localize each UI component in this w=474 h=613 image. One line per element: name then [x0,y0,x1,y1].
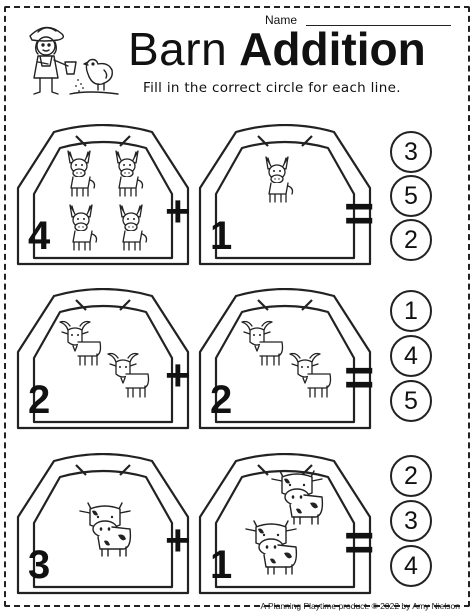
answer-circle[interactable]: 2 [390,219,432,261]
donkey-icon [258,154,298,204]
left-barn [16,288,190,430]
left-addend: 3 [28,543,51,587]
answer-circle[interactable]: 3 [390,131,432,173]
donkey-icon [60,148,100,198]
farmer-feeding-chicken-illustration [18,18,130,106]
cow-icon [76,497,134,557]
title-word-addition: Addition [239,23,426,75]
problem-row [0,282,474,432]
donkey-icon [62,202,102,252]
equals-sign: = [344,349,375,407]
plus-sign: + [165,351,191,400]
goat-icon [104,350,152,400]
cow-icon [242,515,300,575]
plus-sign: + [165,187,191,236]
right-addend: 1 [210,543,233,587]
problem-row [0,118,474,268]
left-addend: 2 [28,378,51,422]
left-barn [16,124,190,266]
donkey-icon [108,148,148,198]
answer-circle[interactable]: 1 [390,290,432,332]
goat-icon [238,318,286,368]
answer-circle[interactable]: 5 [390,380,432,422]
problem-row [0,447,474,597]
right-addend: 1 [210,214,233,258]
answer-circle[interactable]: 4 [390,545,432,587]
donkey-icon [112,202,152,252]
copyright-footer: A Planning Playtime product. © 2022 by Amy Nielson [260,601,460,611]
answer-circle[interactable]: 3 [390,500,432,542]
left-barn [16,453,190,595]
equals-sign: = [344,185,375,243]
title-word-barn: Barn [128,23,228,75]
goat-icon [286,350,334,400]
right-addend: 2 [210,378,233,422]
left-addend: 4 [28,214,51,258]
equals-sign: = [344,514,375,572]
worksheet-title [128,23,426,75]
plus-sign: + [165,516,191,565]
name-label: Name [265,13,298,27]
answer-circle[interactable]: 4 [390,335,432,377]
instruction-text: Fill in the correct circle for each line. [143,80,401,96]
answer-circle[interactable]: 5 [390,175,432,217]
answer-circle[interactable]: 2 [390,455,432,497]
goat-icon [56,318,104,368]
